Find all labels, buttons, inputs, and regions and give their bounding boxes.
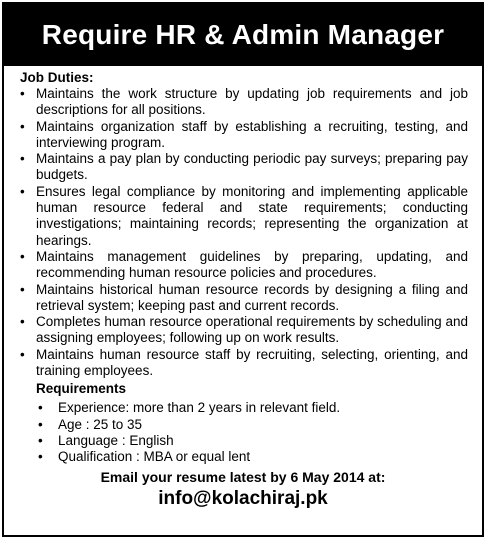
bullet-icon: • xyxy=(20,281,25,297)
duties-heading: Job Duties: xyxy=(20,70,94,85)
ad-body xyxy=(4,66,482,512)
requirement-item xyxy=(18,449,468,465)
bullet-icon: • xyxy=(20,118,25,134)
bullet-icon: • xyxy=(38,449,43,465)
duty-item-text: Ensures legal compliance by monitoring and implementing applicable human resource federal and state requirements; conducting investigations; maintaining records; representing the organization at hearings. xyxy=(36,183,468,248)
requirement-item xyxy=(18,417,468,433)
bullet-icon: • xyxy=(20,86,25,101)
requirement-item xyxy=(18,433,468,449)
bullet-icon: • xyxy=(38,432,43,448)
duty-item xyxy=(18,184,468,249)
duty-item-text: Maintains historical human resource records by designing a filing and retrieval system; keeping past and current records. xyxy=(36,281,468,313)
duty-item xyxy=(18,86,468,119)
duty-item-text: Maintains a pay plan by conducting periodic pay surveys; preparing pay budgets. xyxy=(36,151,468,183)
requirement-item-text: Age : 25 to 35 xyxy=(58,416,143,432)
bullet-icon: • xyxy=(20,314,25,330)
bullet-icon: • xyxy=(20,248,25,264)
duty-item xyxy=(18,119,468,152)
bullet-icon: • xyxy=(20,346,25,362)
requirement-item-text: Qualification : MBA or equal lent xyxy=(58,449,251,465)
requirements-list xyxy=(18,400,468,465)
duty-item-text: Maintains human resource staff by recruiting, selecting, orienting, and training employees. xyxy=(36,346,468,379)
duty-item-text: Completes human resource operational requirements by scheduling and assigning employees; following up on work results. xyxy=(36,314,468,346)
ad-title: Require HR & Admin Manager xyxy=(4,4,482,66)
duty-item xyxy=(18,314,468,347)
duties-list xyxy=(18,86,468,379)
duty-item xyxy=(18,151,468,184)
duty-item-text: Maintains organization staff by establishing a recruiting, testing, and interviewing program. xyxy=(36,118,468,150)
duty-item-text: Maintains the work structure by updating job requirements and job descriptions for all positions. xyxy=(36,86,468,118)
job-ad xyxy=(2,2,484,537)
email-instructions: Email your resume latest by 6 May 2014 at: xyxy=(100,468,386,485)
requirement-item-text: Experience: more than 2 years in relevant field. xyxy=(58,400,341,416)
bullet-icon: • xyxy=(38,416,43,432)
requirements-heading: Requirements xyxy=(36,381,127,397)
duty-item xyxy=(18,347,468,380)
bullet-icon: • xyxy=(20,151,25,167)
requirement-item xyxy=(18,400,468,416)
email-address: info@kolachiraj.pk xyxy=(158,487,328,509)
duty-item xyxy=(18,282,468,315)
duty-item-text: Maintains management guidelines by preparing, updating, and recommending human resource policies and procedures. xyxy=(36,248,468,281)
bullet-icon: • xyxy=(20,183,25,199)
requirement-item-text: Language : English xyxy=(58,432,174,448)
bullet-icon: • xyxy=(38,400,43,416)
duty-item xyxy=(18,249,468,282)
